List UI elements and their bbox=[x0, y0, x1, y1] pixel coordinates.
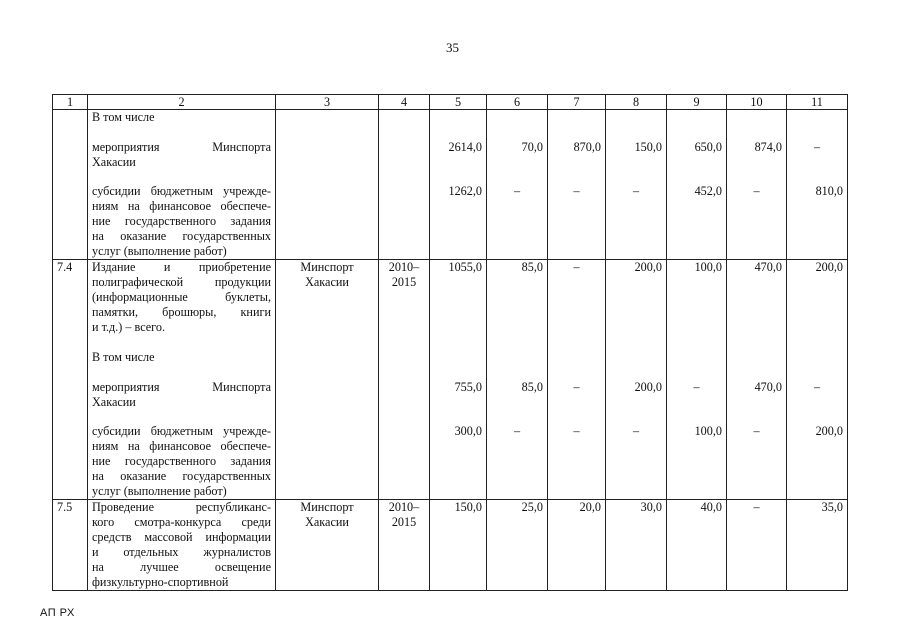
value-cell: 810,0 bbox=[787, 184, 848, 260]
sub-label: мероприятия bbox=[92, 140, 160, 154]
table-row bbox=[53, 184, 848, 260]
sub-label: Хакасии bbox=[92, 155, 136, 169]
executor: Хакасии bbox=[305, 515, 349, 529]
value-cell: 25,0 bbox=[487, 500, 548, 591]
value-cell: 1262,0 bbox=[430, 184, 487, 260]
value-cell: – bbox=[548, 424, 606, 500]
value-cell: – bbox=[487, 424, 548, 500]
value-cell: 1055,0 bbox=[430, 260, 487, 351]
executor: Минспорт bbox=[300, 260, 354, 274]
footer-mark: АП РХ bbox=[40, 607, 75, 619]
value-cell: 870,0 bbox=[548, 140, 606, 184]
row-title: средств массовой информации bbox=[92, 530, 271, 544]
row-title: на лучшее освещение bbox=[92, 560, 271, 574]
table-row bbox=[53, 140, 848, 184]
row-title: полиграфической продукции bbox=[92, 275, 271, 289]
row-title: и отдельных журналистов bbox=[92, 545, 271, 559]
sub-label: ниям на финансовое обеспече- bbox=[92, 439, 271, 453]
value-cell: – bbox=[606, 424, 667, 500]
row-title: кого смотра-конкурса среди bbox=[92, 515, 271, 529]
table-row bbox=[53, 110, 848, 141]
sub-label: Минспорта bbox=[212, 380, 271, 394]
sub-label: ние государственного задания bbox=[92, 454, 271, 468]
value-cell: 200,0 bbox=[787, 424, 848, 500]
sub-label: ние государственного задания bbox=[92, 214, 271, 228]
in-total-label: В том числе bbox=[92, 350, 155, 364]
sub-label: мероприятия bbox=[92, 380, 160, 394]
sub-label: услуг (выполнение работ) bbox=[92, 484, 227, 498]
value-cell: – bbox=[787, 140, 848, 184]
row-title: физкультурно-спортивной bbox=[92, 575, 229, 589]
value-cell: 452,0 bbox=[667, 184, 727, 260]
col-header: 3 bbox=[276, 95, 379, 110]
value-cell: 85,0 bbox=[487, 380, 548, 424]
sub-label: услуг (выполнение работ) bbox=[92, 244, 227, 258]
page-number: 35 bbox=[446, 40, 459, 55]
value-cell: – bbox=[606, 184, 667, 260]
sub-label: Минспорта bbox=[212, 140, 271, 154]
table-row bbox=[53, 260, 848, 351]
col-header: 10 bbox=[727, 95, 787, 110]
value-cell: – bbox=[787, 380, 848, 424]
value-cell: 200,0 bbox=[606, 380, 667, 424]
row-title: Проведение республиканс- bbox=[92, 500, 271, 514]
value-cell: 874,0 bbox=[727, 140, 787, 184]
value-cell: 300,0 bbox=[430, 424, 487, 500]
executor: Минспорт bbox=[300, 500, 354, 514]
value-cell: 35,0 bbox=[787, 500, 848, 591]
col-header: 6 bbox=[487, 95, 548, 110]
value-cell: 650,0 bbox=[667, 140, 727, 184]
value-cell: 150,0 bbox=[430, 500, 487, 591]
row-number: 7.5 bbox=[53, 500, 88, 591]
value-cell: 470,0 bbox=[727, 380, 787, 424]
value-cell: 200,0 bbox=[787, 260, 848, 351]
sub-label: субсидии бюджетным учрежде- bbox=[92, 424, 271, 438]
col-header: 9 bbox=[667, 95, 727, 110]
value-cell: – bbox=[548, 380, 606, 424]
executor: Хакасии bbox=[305, 275, 349, 289]
value-cell: 40,0 bbox=[667, 500, 727, 591]
col-header: 11 bbox=[787, 95, 848, 110]
row-title: памятки, брошюры, книги bbox=[92, 305, 271, 319]
value-cell: 100,0 bbox=[667, 424, 727, 500]
value-cell: – bbox=[727, 500, 787, 591]
value-cell: 150,0 bbox=[606, 140, 667, 184]
value-cell: – bbox=[727, 184, 787, 260]
value-cell: 470,0 bbox=[727, 260, 787, 351]
value-cell: 100,0 bbox=[667, 260, 727, 351]
col-header: 2 bbox=[88, 95, 276, 110]
value-cell: 755,0 bbox=[430, 380, 487, 424]
value-cell: 70,0 bbox=[487, 140, 548, 184]
program-table bbox=[52, 94, 848, 591]
period: 2015 bbox=[391, 515, 417, 529]
col-header: 4 bbox=[379, 95, 430, 110]
header-row bbox=[53, 95, 848, 110]
row-title: и т.д.) – всего. bbox=[92, 320, 166, 334]
table-row bbox=[53, 380, 848, 424]
table-row bbox=[53, 350, 848, 380]
period: 2015 bbox=[391, 275, 417, 289]
row-title: (информационные буклеты, bbox=[92, 290, 271, 304]
value-cell: 200,0 bbox=[606, 260, 667, 351]
value-cell: 2614,0 bbox=[430, 140, 487, 184]
value-cell: 20,0 bbox=[548, 500, 606, 591]
table-row bbox=[53, 424, 848, 500]
col-header: 8 bbox=[606, 95, 667, 110]
period: 2010– bbox=[388, 260, 420, 274]
value-cell: – bbox=[548, 184, 606, 260]
value-cell: – bbox=[487, 184, 548, 260]
table-row bbox=[53, 500, 848, 591]
value-cell: – bbox=[667, 380, 727, 424]
value-cell: – bbox=[727, 424, 787, 500]
row-number: 7.4 bbox=[53, 260, 88, 351]
value-cell: 30,0 bbox=[606, 500, 667, 591]
sub-label: Хакасии bbox=[92, 395, 136, 409]
in-total-label: В том числе bbox=[92, 110, 155, 124]
sub-label: на оказание государственных bbox=[92, 469, 271, 483]
row-title: Издание и приобретение bbox=[92, 260, 271, 274]
col-header: 7 bbox=[548, 95, 606, 110]
col-header: 1 bbox=[53, 95, 88, 110]
col-header: 5 bbox=[430, 95, 487, 110]
value-cell: – bbox=[548, 260, 606, 351]
sub-label: субсидии бюджетным учрежде- bbox=[92, 184, 271, 198]
period: 2010– bbox=[388, 500, 420, 514]
sub-label: ниям на финансовое обеспече- bbox=[92, 199, 271, 213]
value-cell: 85,0 bbox=[487, 260, 548, 351]
sub-label: на оказание государственных bbox=[92, 229, 271, 243]
